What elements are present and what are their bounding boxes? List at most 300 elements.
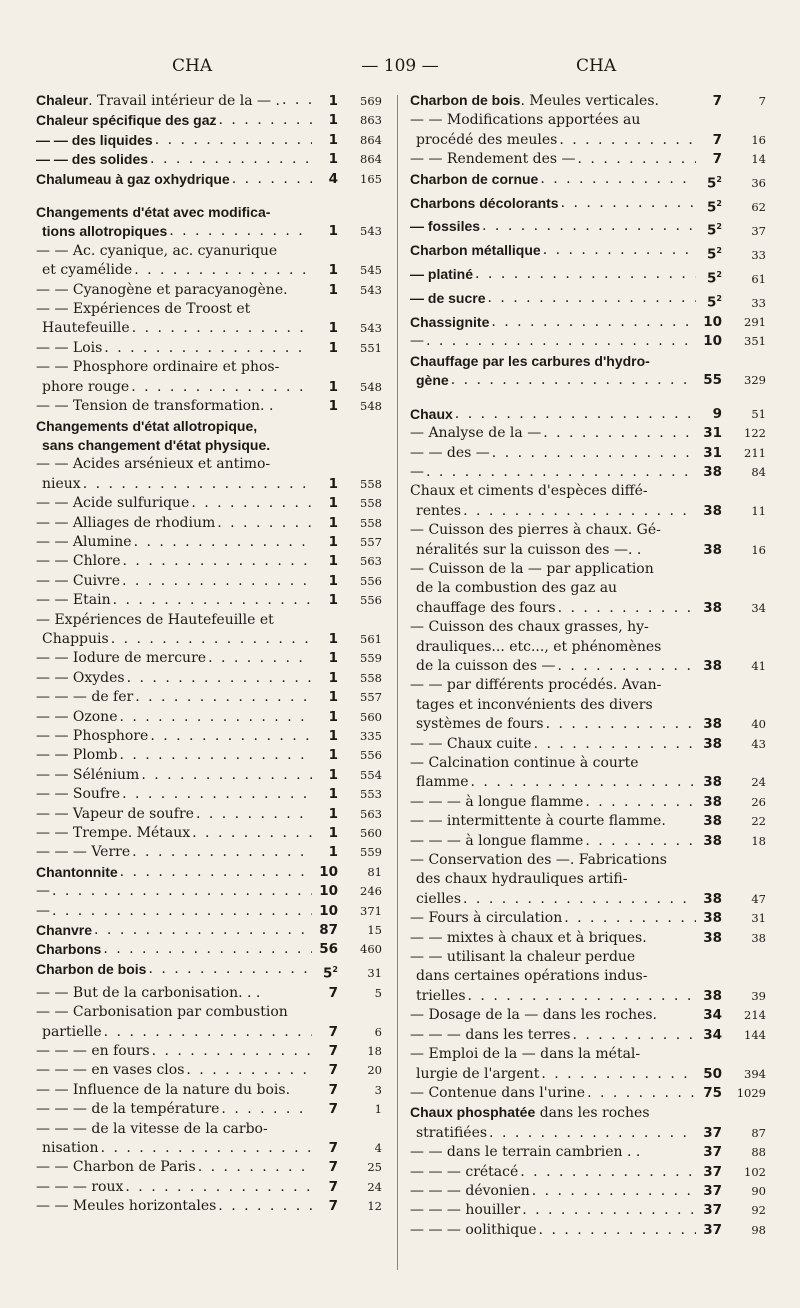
page-reference: 1 [374,1102,382,1117]
entry-line-text: — — — oolithique [410,1221,537,1238]
entry-line-text: — — — de fer [36,689,134,706]
dot-leader [492,444,696,463]
entry-line [410,832,698,851]
page-reference: 37 [751,223,766,238]
entry-line [410,352,698,371]
page-reference: 557 [360,534,382,549]
entry-line-text: trielles [416,987,466,1004]
page-reference: 545 [360,263,382,278]
entry-line [410,948,698,967]
index-entry [36,591,382,610]
entry-text [410,1026,698,1045]
entry-text [36,766,314,785]
entry-line [410,91,698,111]
entry-line [36,611,314,630]
index-entry [36,960,382,984]
entry-line [410,1026,698,1045]
entry-line-text: — — Chlore [36,553,121,570]
volume-number: 10 [703,333,722,350]
dot-leader [155,131,312,150]
entry-line-text: de la cuisson des — [416,657,556,674]
page-reference: 559 [360,845,382,860]
volume-number: 10 [319,883,338,900]
entry-text [410,265,698,284]
page-reference: 563 [360,554,382,569]
entry-line [36,261,314,280]
entry-line-text: — Expériences de Hautefeuille et [36,611,274,628]
page-reference: 543 [360,321,382,336]
entry-text [410,111,698,150]
entry-line-text: — Cuisson de la — par application [410,560,654,577]
entry-line [410,150,698,169]
entry-text [36,649,314,668]
volume-number: 38 [703,793,722,810]
index-entry [410,560,766,618]
index-entry [410,352,766,391]
volume-number: 37 [703,1221,722,1238]
index-entry [36,1061,382,1080]
entry-line [410,715,698,734]
page-reference: 543 [360,282,382,297]
entry-line-text: — — Acides arsénieux et antimo- [36,456,271,473]
entry-line-text: — — Charbon de Paris [36,1159,196,1176]
index-entry [36,1158,382,1177]
entry-text [36,727,314,746]
page-reference: 81 [367,864,382,879]
index-entry [410,832,766,851]
entry-line [410,773,698,792]
entry-text [36,688,314,707]
entry-line [410,1182,698,1201]
volume-number: 34 [703,1007,722,1024]
entry-text [36,339,314,358]
entry-text [410,332,698,351]
entry-line-text: — — — de la température [36,1101,220,1118]
entry-line-text: — Analyse de la — [410,425,542,442]
index-column-left [36,91,382,1217]
entry-line-text: — — Cuivre [36,572,120,589]
volume-number: 10 [703,314,722,331]
entry-line [36,1158,314,1177]
entry-line-text: — — Carbonisation par combustion [36,1004,288,1021]
entry-text [36,281,314,300]
index-entry [36,688,382,707]
dot-leader [546,715,696,734]
entry-line-text: — — Cyanogène et paracyanogène. [36,281,288,298]
volume-number: 1 [328,378,338,395]
entry-text [36,572,314,591]
entry-line-text: chauffage des fours [416,599,556,616]
index-entry [36,242,382,281]
page-reference: 88 [751,1145,766,1160]
entry-line-text: tions allotropiques [42,223,168,240]
entry-text [36,131,314,150]
entry-text [36,111,314,130]
dot-leader [135,688,312,707]
entry-line [36,170,314,189]
index-entry [410,241,766,265]
index-entry [36,455,382,494]
index-entry [410,313,766,332]
entry-line-text: tages et inconvénients des divers [416,696,653,713]
entry-text [410,1084,698,1103]
entry-line [36,1120,314,1139]
dot-leader [104,1023,312,1042]
entry-line [36,319,314,338]
page-number: — 109 — [361,56,439,76]
page-reference: 329 [744,373,766,388]
entry-text [36,940,314,959]
entry-line-text: Chaleur. Travail intérieur de la — . [36,92,280,109]
volume-number: 1 [328,475,338,492]
dot-leader [543,241,696,260]
volume-number: 1 [328,592,338,609]
page-reference: 5 [374,985,382,1000]
entry-line [410,676,698,695]
index-entry [36,1081,382,1100]
entry-text [36,494,314,513]
dot-leader [455,405,696,424]
entry-line [36,824,314,843]
entry-line [36,455,314,474]
entry-line-text: Chantonnite [36,863,118,880]
page-reference: 33 [751,247,766,262]
entry-line [36,1139,314,1158]
index-entry [410,482,766,521]
entry-line [36,300,314,319]
entry-text [410,1201,698,1220]
volume-number: 7 [328,1043,338,1059]
index-entry [36,1042,382,1061]
entry-line [410,482,698,501]
entry-line [36,552,314,571]
page-reference: 371 [360,903,382,918]
entry-text [36,91,314,111]
index-entry [36,984,382,1003]
entry-line [36,1178,314,1197]
entry-text [36,902,314,921]
dot-leader [232,170,312,189]
dot-leader [119,746,312,765]
entry-line [36,1197,314,1216]
entry-line [36,150,314,169]
index-entry [36,533,382,552]
dot-leader [52,902,312,921]
page-reference: 559 [360,651,382,666]
entry-line-text: sans changement d'état physique. [42,436,271,453]
volume-number: 1 [328,650,338,667]
index-entry [410,793,766,812]
entry-line-text: Chaux [410,405,453,422]
entry-line [36,358,314,377]
entry-text [410,1143,698,1162]
index-entry [36,358,382,397]
index-entry [36,1100,382,1119]
entry-line [36,572,314,591]
entry-line-text: Chappuis [42,630,109,647]
entry-text [36,417,314,456]
entry-line-text: — — Acide sulfurique [36,495,190,512]
entry-line [410,1143,698,1162]
entry-line-text: systèmes de fours [416,716,544,733]
index-entry [36,727,382,746]
entry-line [410,812,698,831]
index-entry [36,766,382,785]
volume-number: 38 [703,716,722,733]
page-reference: 11 [751,503,766,518]
entry-line-text: — de sucre [410,290,486,307]
entry-line-text: — — Vapeur de soufre [36,805,194,822]
entry-line-text: Hautefeuille [42,320,130,337]
index-entry [410,1143,766,1162]
volume-number: 7 [328,1178,338,1195]
index-entry [410,618,766,676]
page-reference: 144 [744,1027,766,1042]
entry-line-text: — — Meules horizontales [36,1198,217,1215]
entry-text [36,805,314,824]
page-reference: 62 [751,200,766,215]
entry-line [410,696,698,715]
entry-line [36,339,314,358]
entry-text [410,618,698,676]
volume-number: 1 [328,572,338,589]
page-reference: 43 [751,736,766,751]
entry-text [36,552,314,571]
entry-line [36,902,314,921]
entry-line [410,194,698,213]
entry-text [410,521,698,560]
entry-line-text: — — Trempe. Métaux [36,825,191,842]
index-entry [410,929,766,948]
dot-leader [150,150,312,169]
volume-number: 7 [328,1159,338,1176]
dot-leader [152,1042,312,1061]
index-entry [36,882,382,901]
index-entry [410,1221,766,1240]
entry-text [410,463,698,482]
entry-text [410,909,698,928]
entry-line [36,708,314,727]
page-reference: 38 [751,930,766,945]
volume-number: 1 [328,151,338,168]
dot-leader [463,502,696,521]
entry-line [410,987,698,1006]
entry-line [36,494,314,513]
entry-text [36,785,314,804]
entry-line [410,1103,698,1123]
entry-line-text: — — — de la vitesse de la carbo- [36,1120,268,1137]
entry-text [36,533,314,552]
volume-number: 7 [328,1062,338,1079]
entry-line-text: Charbons décolorants [410,194,559,211]
entry-text [36,1158,314,1177]
dot-leader [491,313,696,332]
entry-text [36,358,314,397]
index-entry [36,572,382,591]
entry-line-text: — — — crétacé [410,1163,519,1180]
entry-line-text: drauliques... etc..., et phénomènes [416,638,662,655]
page-reference: 214 [744,1008,766,1023]
entry-text [36,591,314,610]
page-reference: 34 [751,600,766,615]
page-reference: 16 [751,132,766,147]
page-reference: 33 [751,295,766,310]
entry-line-text: Charbons [36,941,102,958]
entry-line-text: nieux [42,475,81,492]
page-reference: 558 [360,476,382,491]
dot-leader [191,494,312,513]
entry-line-text: nisation [42,1140,99,1157]
entry-line [410,111,698,130]
page-reference: 211 [744,445,766,460]
dot-leader [558,599,696,618]
entry-line-text: Changements d'état avec modifica- [36,204,271,221]
entry-line-text: — — des liquides [36,131,153,148]
volume-number: 1 [328,223,338,240]
page-reference: 31 [367,966,382,981]
entry-line [36,984,314,1003]
index-entry [410,676,766,734]
entry-text [36,1178,314,1197]
volume-number: 7 [328,1081,338,1098]
entry-line-text: Chaleur spécifique des gaz [36,112,217,129]
entry-line [410,217,698,236]
volume-number: 1 [328,281,338,298]
entry-line-text: — Cuisson des pierres à chaux. Gé- [410,522,661,539]
page-reference: 548 [360,399,382,414]
dot-leader [122,572,312,591]
dot-leader [198,1158,312,1177]
page-reference: 553 [360,787,382,802]
dot-leader [587,1084,696,1103]
entry-line [36,591,314,610]
entry-line [410,289,698,308]
index-entry [410,735,766,754]
entry-line-text: rentes [416,502,462,519]
entry-line [36,1100,314,1119]
entry-line [36,378,314,397]
entry-text [410,754,698,793]
volume-number: 1 [328,514,338,531]
index-column-right [410,91,766,1240]
volume-number: 9 [712,405,722,422]
index-entry [410,332,766,351]
page-reference: 18 [367,1044,382,1058]
entry-text [36,1003,314,1042]
page-reference: 165 [360,171,382,186]
entry-text [410,812,698,831]
volume-number: 38 [703,774,722,791]
page-reference: 556 [360,573,382,588]
volume-number: 38 [703,735,722,752]
entry-line [36,131,314,150]
entry-text [410,150,698,169]
dot-leader [541,1065,696,1084]
index-entry [36,552,382,571]
page-reference: 24 [751,775,766,790]
entry-line-text: — — par différents procédés. Avan- [410,677,662,694]
dot-leader [119,708,312,727]
index-entry [410,909,766,928]
index-entry [36,940,382,959]
entry-line-text: — — — à longue flamme [410,832,584,849]
page-reference: 543 [360,224,382,239]
entry-line [410,444,698,463]
entry-text [36,960,314,979]
dot-leader [52,882,312,901]
dot-leader [150,727,312,746]
entry-line [36,766,314,785]
dot-leader [101,1139,312,1158]
page-reference: 36 [751,176,766,191]
entry-line-text: — — Etain [36,592,111,609]
page-reference: 102 [744,1164,766,1179]
entry-line-text: — — — dans les terres [410,1026,571,1043]
entry-line [410,371,698,390]
entry-line-text: — — utilisant la chaleur perdue [410,949,636,966]
index-entry [36,150,382,169]
index-entry [410,463,766,482]
entry-line-text: Charbon métallique [410,242,541,259]
page-reference: 41 [751,658,766,673]
dot-leader [540,170,696,189]
entry-text [36,611,314,650]
entry-line [36,281,314,300]
entry-text [410,735,698,754]
page-reference: 460 [360,942,382,957]
volume-number: 1 [328,689,338,706]
volume-number: $5^2$ [707,174,722,192]
volume-number: $5^2$ [707,294,722,311]
entry-line [410,265,698,284]
page-reference: 20 [367,1063,382,1078]
entry-text [410,832,698,851]
dot-leader [522,1201,696,1220]
entry-line-text: — — Sélénium [36,766,140,783]
entry-line [410,967,698,986]
index-entry [410,150,766,169]
entry-line-text: — — — en vases clos [36,1062,185,1079]
entry-text [36,1120,314,1159]
entry-line [410,793,698,812]
entry-line-text: lurgie de l'argent [416,1065,540,1082]
entry-line [410,560,698,579]
index-entry [36,131,382,150]
entry-text [410,289,698,308]
volume-number: 1 [328,805,338,822]
dot-leader [585,832,696,851]
entry-line [36,1042,314,1061]
index-entry [36,669,382,688]
page-reference: 548 [360,379,382,394]
entry-line-text: cielles [416,890,462,907]
index-entry [410,289,766,313]
entry-line [410,735,698,754]
page-reference: 18 [751,833,766,848]
entry-line-text: — Emploi de la — dans la métal- [410,1046,641,1063]
entry-text [410,1006,698,1025]
page-reference: 24 [367,1179,382,1194]
page-reference: 563 [360,806,382,821]
index-entry [36,649,382,668]
entry-text [36,863,314,882]
entry-line-text: — — Alumine [36,533,132,550]
dot-leader [83,475,312,494]
entry-line [36,630,314,649]
entry-text [410,948,698,1006]
index-entry [36,1197,382,1216]
entry-line-text: dans certaines opérations indus- [416,968,648,985]
